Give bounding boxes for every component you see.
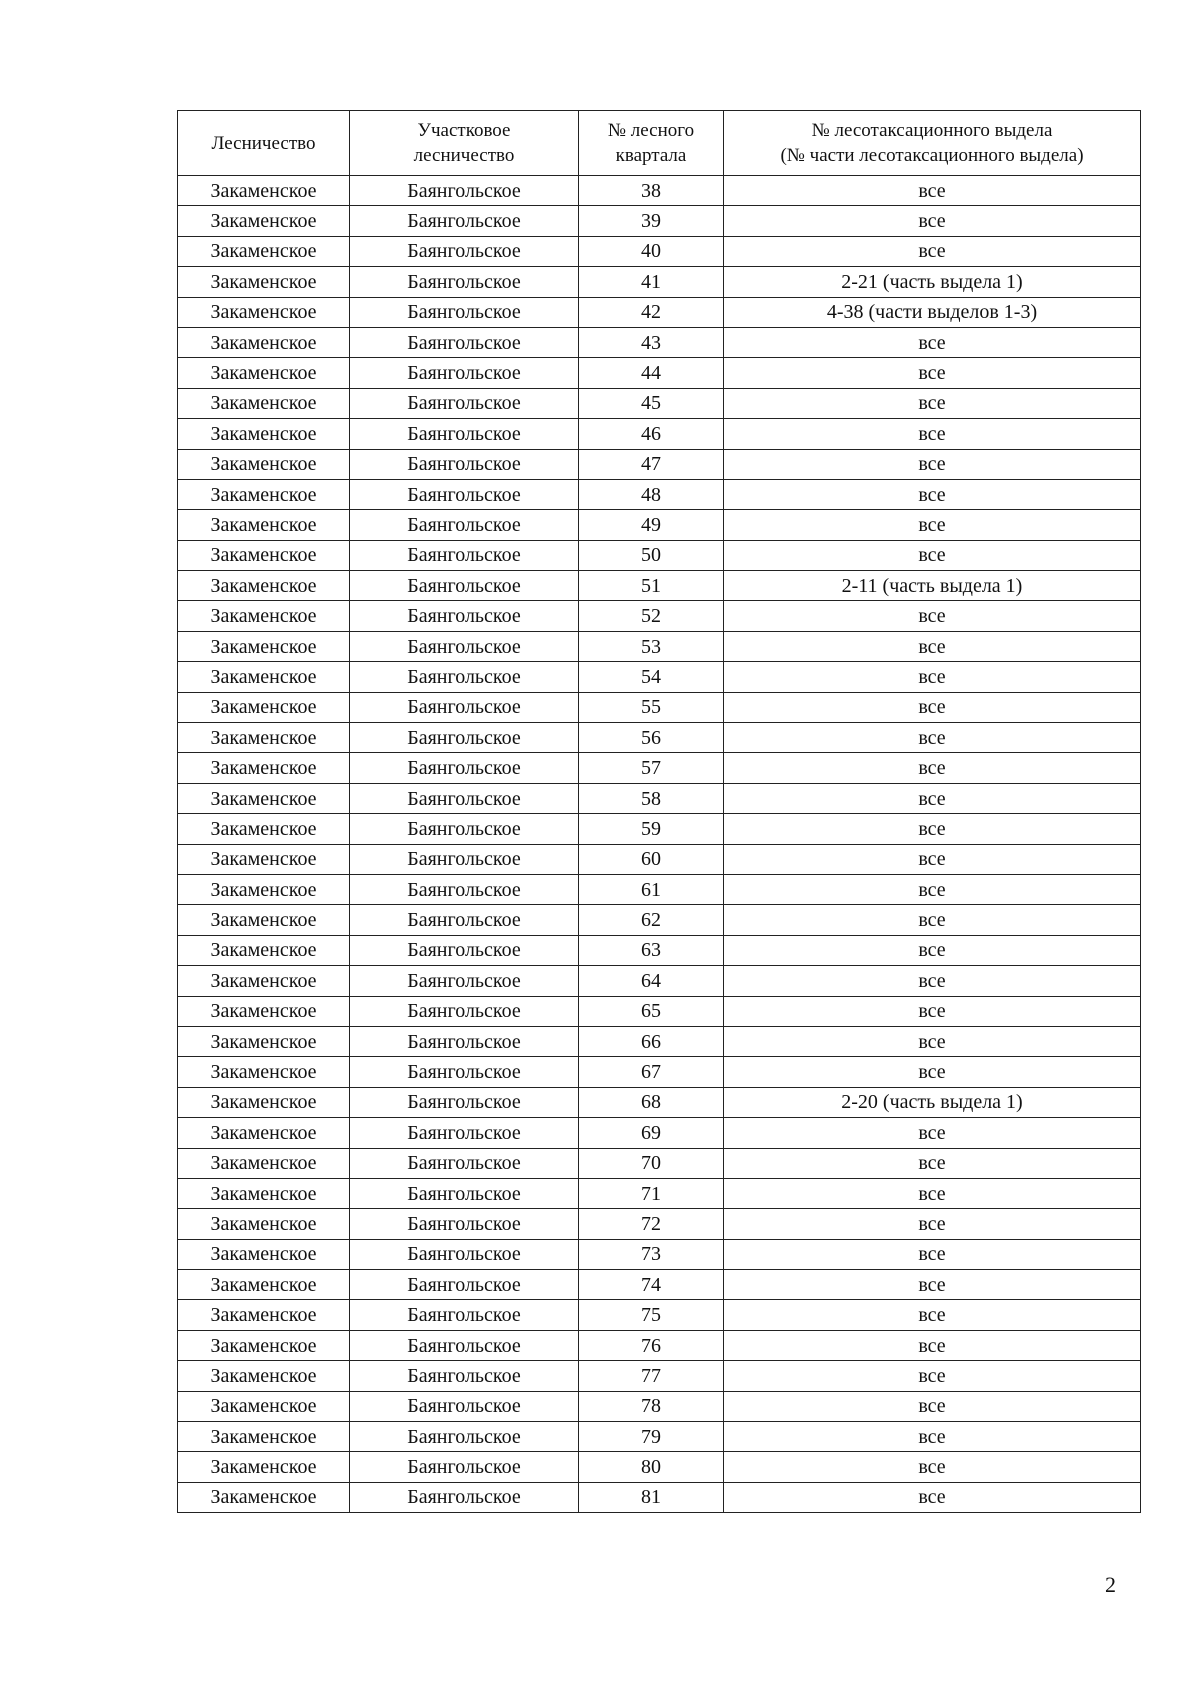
- quarter-number-cell: 54: [579, 662, 724, 692]
- quarter-number-cell: 40: [579, 236, 724, 266]
- district-forestry-cell: Баянгольское: [350, 996, 579, 1026]
- forestry-cell: Закаменское: [178, 844, 350, 874]
- district-forestry-cell: Баянгольское: [350, 449, 579, 479]
- table-row: [178, 1300, 1141, 1330]
- allotment-cell: все: [724, 905, 1141, 935]
- forestry-cell: Закаменское: [178, 176, 350, 206]
- forestry-cell: Закаменское: [178, 571, 350, 601]
- table-row: [178, 1026, 1141, 1056]
- district-forestry-cell: Баянгольское: [350, 935, 579, 965]
- quarter-number-cell: 77: [579, 1361, 724, 1391]
- forestry-cell: Закаменское: [178, 935, 350, 965]
- quarter-number-cell: 49: [579, 510, 724, 540]
- forestry-cell: Закаменское: [178, 753, 350, 783]
- allotment-cell: все: [724, 206, 1141, 236]
- allotment-cell: все: [724, 1057, 1141, 1087]
- table-row: [178, 996, 1141, 1026]
- forestry-cell: Закаменское: [178, 388, 350, 418]
- allotment-cell: 2-11 (часть выдела 1): [724, 571, 1141, 601]
- quarter-number-cell: 68: [579, 1087, 724, 1117]
- table-row: [178, 1209, 1141, 1239]
- forestry-cell: Закаменское: [178, 236, 350, 266]
- header-quarter-number: [579, 111, 724, 176]
- allotment-cell: все: [724, 1178, 1141, 1208]
- forestry-cell: Закаменское: [178, 358, 350, 388]
- table-row: [178, 692, 1141, 722]
- allotment-cell: все: [724, 966, 1141, 996]
- district-forestry-cell: Баянгольское: [350, 1178, 579, 1208]
- forestry-cell: Закаменское: [178, 905, 350, 935]
- district-forestry-cell: Баянгольское: [350, 753, 579, 783]
- allotment-cell: все: [724, 935, 1141, 965]
- forestry-cell: Закаменское: [178, 601, 350, 631]
- quarter-number-cell: 59: [579, 814, 724, 844]
- table-row: [178, 236, 1141, 266]
- district-forestry-cell: Баянгольское: [350, 297, 579, 327]
- table-row: [178, 783, 1141, 813]
- forestry-cell: Закаменское: [178, 1209, 350, 1239]
- district-forestry-cell: Баянгольское: [350, 783, 579, 813]
- table-row: [178, 753, 1141, 783]
- forestry-cell: Закаменское: [178, 267, 350, 297]
- forestry-cell: Закаменское: [178, 1452, 350, 1482]
- table-row: [178, 814, 1141, 844]
- forestry-cell: Закаменское: [178, 1087, 350, 1117]
- table-row: [178, 1270, 1141, 1300]
- district-forestry-cell: Баянгольское: [350, 1118, 579, 1148]
- quarter-number-cell: 71: [579, 1178, 724, 1208]
- header-text-line: Участковое: [417, 120, 511, 141]
- quarter-number-cell: 58: [579, 783, 724, 813]
- table-row: [178, 449, 1141, 479]
- allotment-cell: все: [724, 783, 1141, 813]
- quarter-number-cell: 51: [579, 571, 724, 601]
- table-row: [178, 874, 1141, 904]
- district-forestry-cell: Баянгольское: [350, 601, 579, 631]
- table-row: [178, 297, 1141, 327]
- quarter-number-cell: 56: [579, 723, 724, 753]
- allotment-cell: все: [724, 723, 1141, 753]
- quarter-number-cell: 72: [579, 1209, 724, 1239]
- table-row: [178, 1239, 1141, 1269]
- forestry-cell: Закаменское: [178, 510, 350, 540]
- district-forestry-cell: Баянгольское: [350, 1482, 579, 1512]
- table-row: [178, 1482, 1141, 1512]
- district-forestry-cell: Баянгольское: [350, 1330, 579, 1360]
- forestry-cell: Закаменское: [178, 419, 350, 449]
- table-row: [178, 1178, 1141, 1208]
- quarter-number-cell: 79: [579, 1422, 724, 1452]
- quarter-number-cell: 50: [579, 540, 724, 570]
- allotment-cell: все: [724, 1422, 1141, 1452]
- district-forestry-cell: Баянгольское: [350, 358, 579, 388]
- district-forestry-cell: Баянгольское: [350, 1148, 579, 1178]
- allotment-cell: все: [724, 419, 1141, 449]
- quarter-number-cell: 69: [579, 1118, 724, 1148]
- forestry-cell: Закаменское: [178, 479, 350, 509]
- allotment-cell: все: [724, 1148, 1141, 1178]
- quarter-number-cell: 67: [579, 1057, 724, 1087]
- allotment-cell: все: [724, 1118, 1141, 1148]
- quarter-number-cell: 78: [579, 1391, 724, 1421]
- table-row: [178, 1118, 1141, 1148]
- quarter-number-cell: 75: [579, 1300, 724, 1330]
- table-row: [178, 966, 1141, 996]
- allotment-cell: все: [724, 1270, 1141, 1300]
- table-body: [178, 176, 1141, 1513]
- quarter-number-cell: 70: [579, 1148, 724, 1178]
- allotment-cell: все: [724, 1330, 1141, 1360]
- table-row: [178, 1452, 1141, 1482]
- table-row: [178, 844, 1141, 874]
- quarter-number-cell: 65: [579, 996, 724, 1026]
- allotment-cell: все: [724, 327, 1141, 357]
- allotment-cell: все: [724, 510, 1141, 540]
- quarter-number-cell: 52: [579, 601, 724, 631]
- quarter-number-cell: 55: [579, 692, 724, 722]
- table-row: [178, 662, 1141, 692]
- district-forestry-cell: Баянгольское: [350, 1422, 579, 1452]
- header-text-line: лесничество: [413, 145, 515, 166]
- table-row: [178, 479, 1141, 509]
- table-row: [178, 358, 1141, 388]
- allotment-cell: все: [724, 996, 1141, 1026]
- district-forestry-cell: Баянгольское: [350, 723, 579, 753]
- table-row: [178, 1057, 1141, 1087]
- district-forestry-cell: Баянгольское: [350, 662, 579, 692]
- forestry-cell: Закаменское: [178, 662, 350, 692]
- forestry-cell: Закаменское: [178, 1391, 350, 1421]
- district-forestry-cell: Баянгольское: [350, 631, 579, 661]
- allotment-cell: все: [724, 1482, 1141, 1512]
- table-header: [178, 111, 1141, 176]
- district-forestry-cell: Баянгольское: [350, 1209, 579, 1239]
- forestry-cell: Закаменское: [178, 1118, 350, 1148]
- district-forestry-cell: Баянгольское: [350, 479, 579, 509]
- allotment-cell: все: [724, 1391, 1141, 1421]
- district-forestry-cell: Баянгольское: [350, 966, 579, 996]
- district-forestry-cell: Баянгольское: [350, 1270, 579, 1300]
- district-forestry-cell: Баянгольское: [350, 1361, 579, 1391]
- header-text-line: (№ части лесотаксационного выдела): [780, 145, 1084, 166]
- page-number: 2: [1105, 1572, 1116, 1597]
- allotment-cell: все: [724, 1361, 1141, 1391]
- allotment-cell: все: [724, 814, 1141, 844]
- forestry-cell: Закаменское: [178, 540, 350, 570]
- district-forestry-cell: Баянгольское: [350, 1087, 579, 1117]
- district-forestry-cell: Баянгольское: [350, 510, 579, 540]
- forestry-cell: Закаменское: [178, 1178, 350, 1208]
- quarter-number-cell: 63: [579, 935, 724, 965]
- allotment-cell: все: [724, 601, 1141, 631]
- forestry-cell: Закаменское: [178, 631, 350, 661]
- table-row: [178, 1087, 1141, 1117]
- district-forestry-cell: Баянгольское: [350, 1057, 579, 1087]
- table-row: [178, 1361, 1141, 1391]
- quarter-number-cell: 81: [579, 1482, 724, 1512]
- forestry-cell: Закаменское: [178, 1422, 350, 1452]
- quarter-number-cell: 41: [579, 267, 724, 297]
- district-forestry-cell: Баянгольское: [350, 1391, 579, 1421]
- table-row: [178, 1422, 1141, 1452]
- forestry-cell: Закаменское: [178, 692, 350, 722]
- allotment-cell: все: [724, 358, 1141, 388]
- table-row: [178, 327, 1141, 357]
- district-forestry-cell: Баянгольское: [350, 327, 579, 357]
- district-forestry-cell: Баянгольское: [350, 1239, 579, 1269]
- quarter-number-cell: 53: [579, 631, 724, 661]
- table-row: [178, 935, 1141, 965]
- forestry-cell: Закаменское: [178, 1270, 350, 1300]
- forestry-cell: Закаменское: [178, 783, 350, 813]
- header-forestry: [178, 111, 350, 176]
- quarter-number-cell: 64: [579, 966, 724, 996]
- table-row: [178, 176, 1141, 206]
- table-row: [178, 206, 1141, 236]
- district-forestry-cell: Баянгольское: [350, 540, 579, 570]
- table-row: [178, 1391, 1141, 1421]
- table-row: [178, 419, 1141, 449]
- quarter-number-cell: 47: [579, 449, 724, 479]
- quarter-number-cell: 42: [579, 297, 724, 327]
- header-row: [178, 111, 1141, 176]
- allotment-cell: 4-38 (части выделов 1-3): [724, 297, 1141, 327]
- forest-allotment-table: [177, 110, 1141, 1513]
- forestry-cell: Закаменское: [178, 1482, 350, 1512]
- table-row: [178, 540, 1141, 570]
- district-forestry-cell: Баянгольское: [350, 236, 579, 266]
- allotment-cell: все: [724, 874, 1141, 904]
- quarter-number-cell: 39: [579, 206, 724, 236]
- allotment-cell: все: [724, 1209, 1141, 1239]
- quarter-number-cell: 46: [579, 419, 724, 449]
- district-forestry-cell: Баянгольское: [350, 905, 579, 935]
- district-forestry-cell: Баянгольское: [350, 571, 579, 601]
- forestry-cell: Закаменское: [178, 206, 350, 236]
- forestry-cell: Закаменское: [178, 1026, 350, 1056]
- allotment-cell: все: [724, 540, 1141, 570]
- forestry-cell: Закаменское: [178, 297, 350, 327]
- allotment-cell: 2-20 (часть выдела 1): [724, 1087, 1141, 1117]
- forestry-cell: Закаменское: [178, 814, 350, 844]
- quarter-number-cell: 66: [579, 1026, 724, 1056]
- district-forestry-cell: Баянгольское: [350, 1300, 579, 1330]
- district-forestry-cell: Баянгольское: [350, 176, 579, 206]
- header-allotment-number: [724, 111, 1141, 176]
- table-row: [178, 388, 1141, 418]
- table-row: [178, 571, 1141, 601]
- table-row: [178, 267, 1141, 297]
- quarter-number-cell: 80: [579, 1452, 724, 1482]
- allotment-cell: все: [724, 236, 1141, 266]
- header-text-line: квартала: [615, 145, 687, 166]
- allotment-cell: все: [724, 449, 1141, 479]
- allotment-cell: все: [724, 1026, 1141, 1056]
- forestry-cell: Закаменское: [178, 1057, 350, 1087]
- table-row: [178, 510, 1141, 540]
- quarter-number-cell: 73: [579, 1239, 724, 1269]
- header-text-line: № лесного: [607, 120, 695, 141]
- forestry-cell: Закаменское: [178, 1361, 350, 1391]
- forestry-cell: Закаменское: [178, 996, 350, 1026]
- allotment-cell: все: [724, 479, 1141, 509]
- quarter-number-cell: 45: [579, 388, 724, 418]
- table-row: [178, 1148, 1141, 1178]
- district-forestry-cell: Баянгольское: [350, 1452, 579, 1482]
- district-forestry-cell: Баянгольское: [350, 206, 579, 236]
- table-row: [178, 723, 1141, 753]
- quarter-number-cell: 76: [579, 1330, 724, 1360]
- quarter-number-cell: 57: [579, 753, 724, 783]
- allotment-cell: все: [724, 176, 1141, 206]
- table-row: [178, 905, 1141, 935]
- allotment-cell: все: [724, 662, 1141, 692]
- quarter-number-cell: 44: [579, 358, 724, 388]
- table-row: [178, 1330, 1141, 1360]
- allotment-cell: все: [724, 692, 1141, 722]
- forestry-cell: Закаменское: [178, 449, 350, 479]
- district-forestry-cell: Баянгольское: [350, 1026, 579, 1056]
- forestry-cell: Закаменское: [178, 1148, 350, 1178]
- district-forestry-cell: Баянгольское: [350, 874, 579, 904]
- allotment-cell: 2-21 (часть выдела 1): [724, 267, 1141, 297]
- header-text-line: № лесотаксационного выдела: [811, 120, 1053, 141]
- allotment-cell: все: [724, 1300, 1141, 1330]
- district-forestry-cell: Баянгольское: [350, 814, 579, 844]
- district-forestry-cell: Баянгольское: [350, 267, 579, 297]
- allotment-cell: все: [724, 388, 1141, 418]
- quarter-number-cell: 43: [579, 327, 724, 357]
- allotment-cell: все: [724, 1239, 1141, 1269]
- quarter-number-cell: 48: [579, 479, 724, 509]
- allotment-cell: все: [724, 753, 1141, 783]
- forestry-cell: Закаменское: [178, 327, 350, 357]
- forestry-cell: Закаменское: [178, 1330, 350, 1360]
- forestry-cell: Закаменское: [178, 723, 350, 753]
- header-district-forestry: [350, 111, 579, 176]
- quarter-number-cell: 60: [579, 844, 724, 874]
- allotment-cell: все: [724, 1452, 1141, 1482]
- allotment-cell: все: [724, 844, 1141, 874]
- table-row: [178, 601, 1141, 631]
- quarter-number-cell: 61: [579, 874, 724, 904]
- table-row: [178, 631, 1141, 661]
- forestry-cell: Закаменское: [178, 966, 350, 996]
- forestry-cell: Закаменское: [178, 1300, 350, 1330]
- header-text-line: Лесничество: [211, 132, 316, 154]
- allotment-cell: все: [724, 631, 1141, 661]
- forestry-cell: Закаменское: [178, 1239, 350, 1269]
- district-forestry-cell: Баянгольское: [350, 419, 579, 449]
- forestry-cell: Закаменское: [178, 874, 350, 904]
- district-forestry-cell: Баянгольское: [350, 388, 579, 418]
- quarter-number-cell: 74: [579, 1270, 724, 1300]
- quarter-number-cell: 38: [579, 176, 724, 206]
- quarter-number-cell: 62: [579, 905, 724, 935]
- district-forestry-cell: Баянгольское: [350, 844, 579, 874]
- district-forestry-cell: Баянгольское: [350, 692, 579, 722]
